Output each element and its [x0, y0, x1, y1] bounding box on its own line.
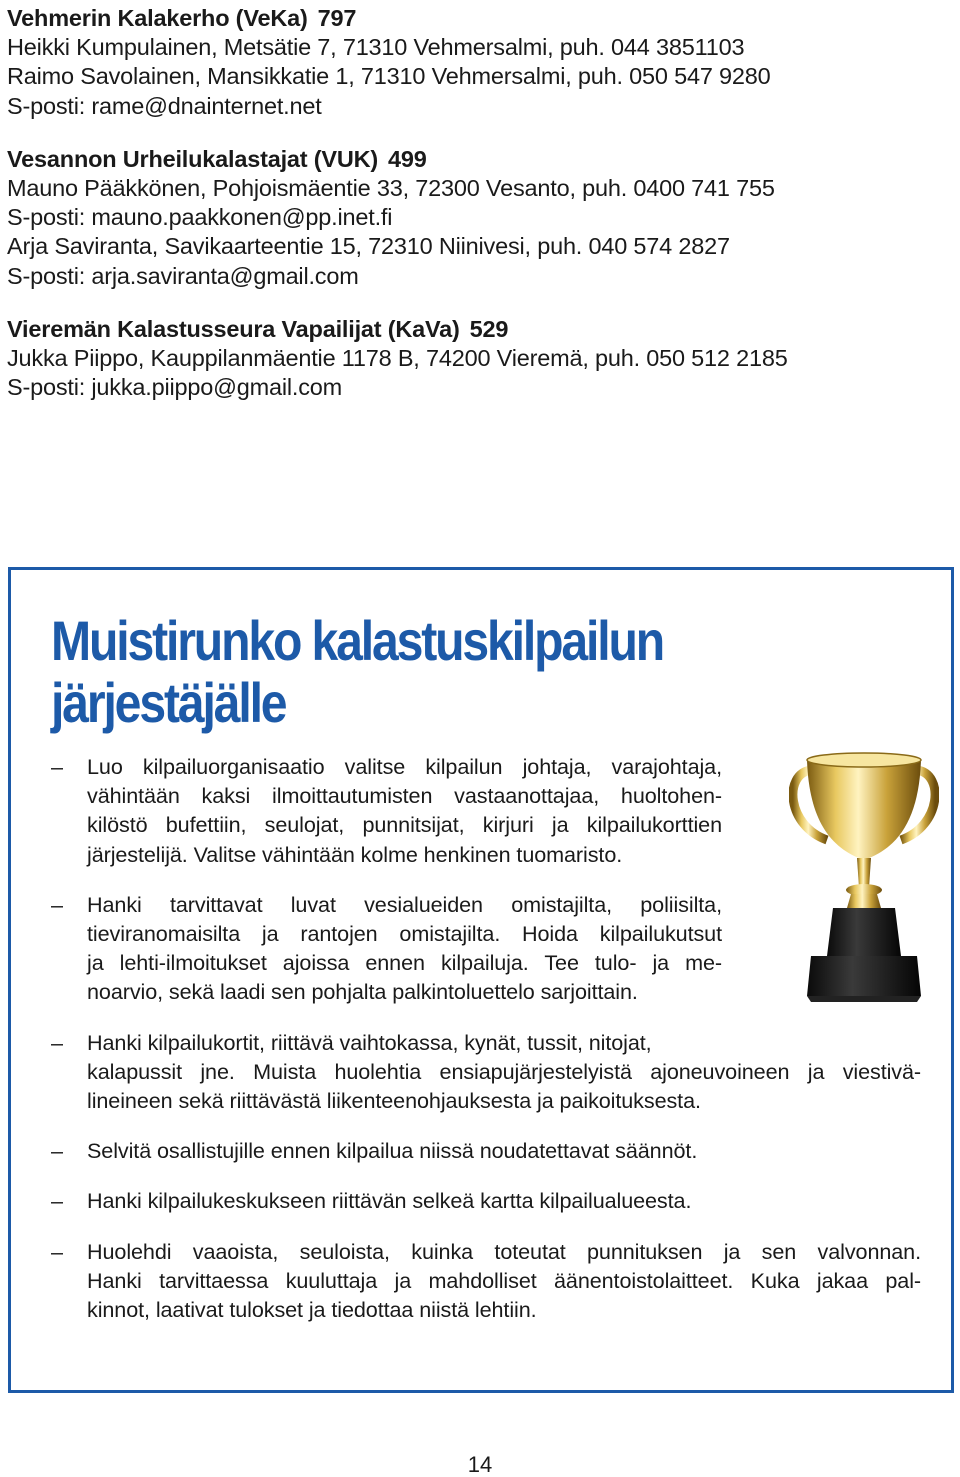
- dash-bullet: –: [51, 1188, 63, 1214]
- club-contact-line: Heikki Kumpulainen, Metsätie 7, 71310 Vehmersalmi, puh. 044 3851103: [7, 34, 745, 61]
- item-line: Huolehdi vaaoista, seuloista, kuinka toteutat punnituksen ja sen valvonnan.: [87, 1238, 921, 1264]
- item-line: Luo kilpailuorganisaatio valitse kilpailun johtaja, varajohtaja,: [87, 754, 722, 779]
- club-contact-line: Arja Saviranta, Savikaarteentie 15, 72310 Niinivesi, puh. 040 574 2827: [7, 233, 730, 260]
- dash-bullet: –: [51, 891, 63, 917]
- item-line: kilöstö bufettiin, seulojat, punnitsijat, kirjuri ja kilpailukorttien: [87, 812, 722, 838]
- checklist-item: [51, 1028, 921, 1116]
- club-title: [7, 315, 947, 344]
- checklist-item: [51, 1237, 921, 1325]
- club-title: [7, 145, 947, 174]
- item-line: tieviranomaisilta ja rantojen omistajilta. Hoida kilpailukutsut: [87, 921, 722, 947]
- club-email: S-posti: arja.saviranta@gmail.com: [7, 262, 359, 289]
- club-email: S-posti: mauno.paakkonen@pp.inet.fi: [7, 204, 393, 231]
- item-line: Hanki tarvittaessa kuuluttaja ja mahdolliset äänentoistolaitteet. Kuka jakaa pal-: [87, 1267, 921, 1293]
- club-member-count: 797: [317, 5, 357, 31]
- item-line: vähintään kaksi ilmoittautumisten vastaanottajaa, huoltohen-: [87, 783, 722, 809]
- club-contact-line: Jukka Piippo, Kauppilanmäentie 1178 B, 74200 Vieremä, puh. 050 512 2185: [7, 345, 788, 372]
- checklist-item: [51, 1136, 921, 1165]
- club-email: S-posti: rame@dnainternet.net: [7, 92, 322, 119]
- club-contact-line: Raimo Savolainen, Mansikkatie 1, 71310 Vehmersalmi, puh. 050 547 9280: [7, 63, 771, 90]
- club-directory: [7, 4, 947, 426]
- dash-bullet: –: [51, 754, 63, 779]
- checklist-title: [51, 610, 663, 734]
- item-line: kinnot, laativat tulokset ja tiedottaa niistä lehtiin.: [87, 1297, 537, 1323]
- item-line: Hanki tarvittavat luvat vesialueiden omistajilta, poliisilta,: [87, 891, 722, 917]
- club-name: Vieremän Kalastusseura Vapailijat (KaVa): [7, 315, 460, 342]
- page-number: 14: [467, 1452, 493, 1477]
- club-member-count: 529: [469, 315, 509, 342]
- club-email: S-posti: jukka.piippo@gmail.com: [7, 374, 343, 401]
- club-entry-vuk: [7, 145, 947, 291]
- item-line: lineineen sekä riittävästä liikenteenohjauksesta ja paikoituksesta.: [87, 1088, 701, 1114]
- club-title: [7, 4, 947, 33]
- club-contact-line: Mauno Pääkkönen, Pohjoismäentie 33, 72300 Vesanto, puh. 0400 741 755: [7, 175, 775, 202]
- dash-bullet: –: [51, 1138, 63, 1164]
- club-name: Vesannon Urheilukalastajat (VUK): [7, 145, 379, 172]
- club-entry-veka: [7, 4, 947, 121]
- dash-bullet: –: [51, 1029, 63, 1055]
- club-name: Vehmerin Kalakerho (VeKa): [7, 5, 308, 31]
- item-line: Selvitä osallistujille ennen kilpailua niissä noudatettavat säännöt.: [87, 1138, 698, 1164]
- item-line: ja lehti-ilmoitukset ajoissa ennen kilpailuja. Tee tulo- ja me-: [87, 950, 722, 976]
- trophy-icon: [789, 748, 939, 1008]
- item-line: järjestelijä. Valitse vähintään kolme henkinen tuomaristo.: [87, 841, 623, 867]
- item-line: noarvio, sekä laadi sen pohjalta palkintoluettelo sarjoittain.: [87, 979, 638, 1005]
- checklist-box: [8, 567, 954, 1393]
- checklist-title-line: järjestäjälle: [51, 671, 286, 734]
- checklist-title-line: Muistirunko kalastuskilpailun: [51, 609, 664, 672]
- item-line: kalapussit jne. Muista huolehtia ensiapujärjestelyistä ajoneuvoineen ja viestivä-: [87, 1058, 921, 1084]
- dash-bullet: –: [51, 1238, 63, 1264]
- checklist-item: [51, 1186, 921, 1215]
- club-entry-kava: [7, 315, 947, 403]
- club-member-count: 499: [388, 145, 427, 172]
- item-line: Hanki kilpailukortit, riittävä vaihtokassa, kynät, tussit, nitojat,: [87, 1029, 652, 1055]
- item-line: Hanki kilpailukeskukseen riittävän selkeä kartta kilpailualueesta.: [87, 1188, 692, 1214]
